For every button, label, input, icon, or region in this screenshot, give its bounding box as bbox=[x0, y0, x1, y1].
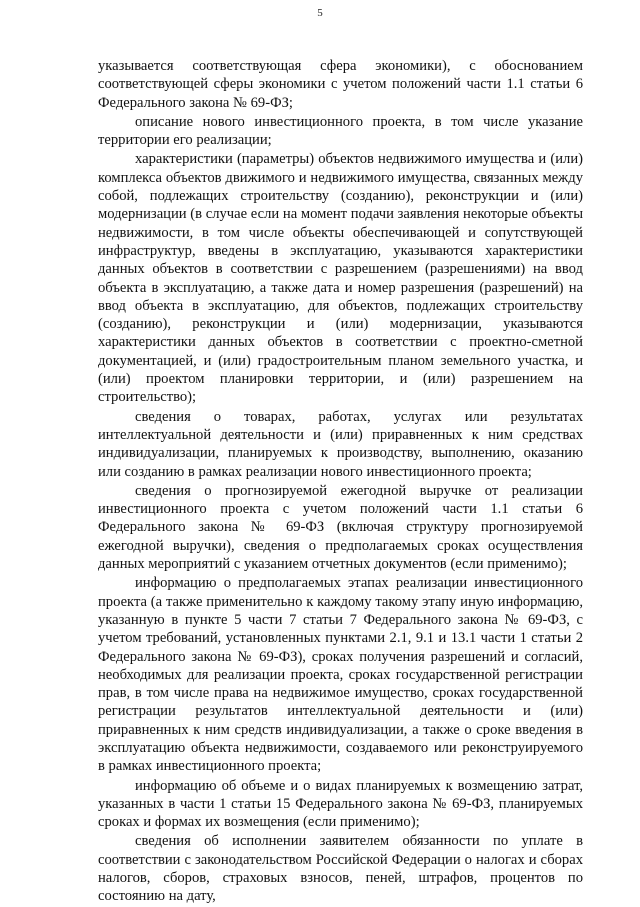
paragraph-project-stages: информацию о предполагаемых этапах реализации инвестиционного проекта (а также применительно к каждому такому этапу иную информацию, указанную в пункте 5 части 7 статьи 7 Федерального закона № 69-ФЗ, с учетом требований, установленных пунктами 2.1, 9.1 и 13.1 части 1 статьи 2 Федерального закона № 69-ФЗ), сроках получения разрешений и согласий, необходимых для реализации проекта, сроках государственной регистрации прав, в том числе права на недвижимое имущество, сроках государственной регистрации результатов интеллектуальной деятельности и (или) приравненных к ним средств индивидуализации, а также о сроке введения в эксплуатацию объекта недвижимости, создаваемого или реконструируемого в рамках инвестиционного проекта; bbox=[98, 575, 583, 775]
paragraph-economy-sphere: указывается соответствующая сфера экономики), с обоснованием соответствующей сферы экономики с учетом положений части 1.1 статьи 6 Федерального закона № 69-ФЗ; bbox=[98, 58, 583, 111]
document-body bbox=[98, 57, 583, 907]
paragraph-revenue-forecast: сведения о прогнозируемой ежегодной выручке от реализации инвестиционного проекта с учетом положений части 1.1 статьи 6 Федерального закона № 69-ФЗ (включая структуру прогнозируемой ежегодной выручки), сведения о предполагаемых сроках осуществления данных мероприятий с указанием отчетных документов (если применимо); bbox=[98, 482, 583, 573]
paragraph-project-description: описание нового инвестиционного проекта, в том числе указание территории его реализации; bbox=[98, 113, 583, 149]
paragraph-goods-services: сведения о товарах, работах, услугах или результатах интеллектуальной деятельности и (или) приравненных к ним средствах индивидуализации, планируемых к производству, выполнению, оказанию или созданию в рамках реализации нового инвестиционного проекта; bbox=[98, 408, 583, 480]
paragraph-tax-obligations: сведения об исполнении заявителем обязанности по уплате в соответствии с законодательством Российской Федерации о налогах и сборах налогов, сборов, страховых взносов, пеней, штрафов, процентов по состоянию на дату, bbox=[98, 833, 583, 905]
paragraph-property-characteristics: характеристики (параметры) объектов недвижимого имущества и (или) комплекса объектов движимого и недвижимого имущества, связанных между собой, подлежащих строительству (созданию), реконструкции и (или) модернизации (в случае если на момент подачи заявления некоторые объекты недвижимости, в том числе объекты обеспечивающей и сопутствующей инфраструктур, введены в эксплуатацию, указываются характеристики данных объектов в соответствии с разрешением (разрешениями) на ввод объекта в эксплуатацию, а также дата и номер разрешения (разрешений) на ввод объекта в эксплуатацию, для объектов, подлежащих строительству (созданию), реконструкции и (или) модернизации, указываются характеристики данных объектов в соответствии с проектно-сметной документацией, и (или) градостроительным планом земельного участка, и (или) проектом планировки территории, и (или) разрешением на строительство); bbox=[98, 151, 583, 406]
paragraph-cost-reimbursement: информацию об объеме и о видах планируемых к возмещению затрат, указанных в части 1 статьи 15 Федерального закона № 69-ФЗ, планируемых сроках и формах их возмещения (если применимо); bbox=[98, 777, 583, 831]
page-number: 5 bbox=[317, 7, 323, 19]
